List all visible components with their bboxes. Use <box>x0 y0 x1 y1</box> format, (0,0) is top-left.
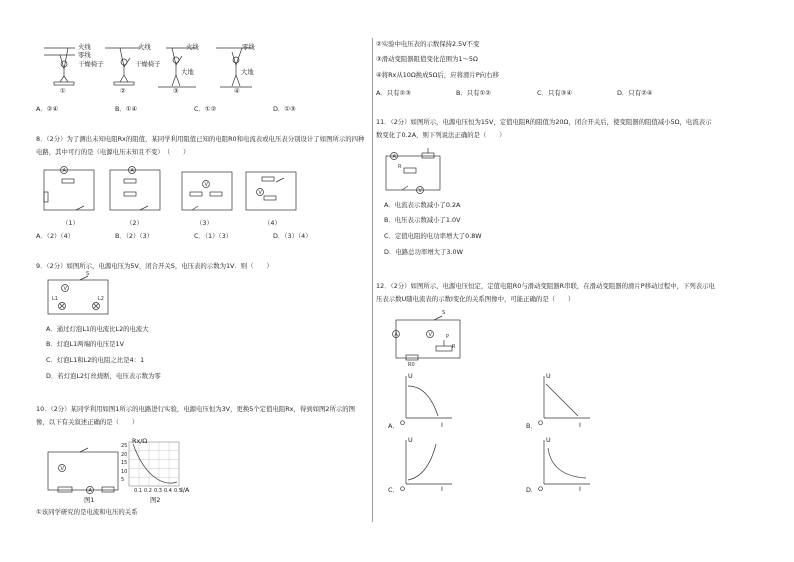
fig-num-4: ④ <box>234 87 240 95</box>
statement-3: ③滑动变阻器阻值变化范围为1～5Ω <box>376 55 478 63</box>
q12-d-origin: O <box>538 485 544 493</box>
q11-choice-a[interactable]: A．电流表示数减小了0.2A <box>384 201 461 209</box>
q8-text: 8．（2分）为了测出未知电阻Rx的阻值，某同学利用阻值已知的电阻R0和电流表或电压表分别设计了如图所示的四种电路，其中可行的是（电源电压未知且不变） （ ） <box>36 135 365 156</box>
q12-option-a[interactable]: A． <box>388 422 399 430</box>
label-fire-line-3: 火线 <box>186 43 199 51</box>
label-earth-3: 大地 <box>181 68 194 76</box>
q8-circuits <box>40 168 300 218</box>
svg-text:R: R <box>452 344 456 350</box>
q12-graph-a <box>396 372 456 422</box>
top-option-d[interactable]: D．①③ <box>273 105 296 113</box>
q11-circuit <box>380 152 450 194</box>
q12-b-origin: O <box>538 419 544 427</box>
column-divider <box>372 38 373 522</box>
q10-y-tick: 20 <box>121 451 128 458</box>
q10-option-b[interactable]: B．只有①② <box>456 89 492 97</box>
q12-graph-d <box>534 436 594 488</box>
svg-text:V: V <box>204 182 208 188</box>
svg-text:S: S <box>442 310 446 316</box>
q12-c-axis-i: I <box>441 485 443 493</box>
q8-option-d[interactable]: D．（3）（4） <box>273 232 312 240</box>
q8-caption-1: （1） <box>62 219 79 227</box>
label-fire-line-2: 火线 <box>138 43 151 51</box>
svg-text:A: A <box>130 168 134 174</box>
label-neutral-line-4: 零线 <box>242 43 255 51</box>
svg-text:P: P <box>446 334 450 340</box>
label-fire-line-1: 火线 <box>78 43 91 51</box>
q10-y-tick: 25 <box>121 443 128 449</box>
svg-text:L1: L1 <box>52 296 58 302</box>
q12-a-axis-u: U <box>408 372 413 380</box>
q8-option-b[interactable]: B．（2）（3） <box>115 232 154 240</box>
q8-caption-4: （4） <box>264 219 281 227</box>
q9-choice-c[interactable]: C．灯泡L1和L2的电阻之比是4：1 <box>46 356 145 364</box>
q10-y-tick: 10 <box>121 468 128 475</box>
svg-text:A: A <box>394 332 398 338</box>
label-neutral-line-1: 零线 <box>78 51 91 59</box>
label-dry-chair-2: 干燥椅子 <box>135 60 161 68</box>
q12-a-origin: O <box>400 419 406 427</box>
q12-d-axis-i: I <box>579 485 581 493</box>
q9-text: 9．（2分）如图所示，电源电压为5V，闭合开关S，电压表的示数为1V．则（ ） <box>36 262 273 270</box>
q11-text: 11．（2分）如图所示，电源电压恒为15V，定值电阻R的阻值为20Ω，闭合开关后，使变阻器的阻值减小5Ω，电流表示数变化了0.2A，则下列说法正确的是（ ） <box>376 118 712 139</box>
fig1-label: 图1 <box>84 496 95 504</box>
q8-option-a[interactable]: A．（2）（4） <box>36 232 75 240</box>
svg-text:S: S <box>86 271 90 277</box>
q11-choice-c[interactable]: C．定值电阻的电功率增大了0.8W <box>384 232 482 240</box>
q10-x-tick: 0.2 <box>144 488 152 494</box>
q10-text: 10．（2分）某同学利用如图1所示的电路进行实验，电源电压恒为3V，更换5个定值电阻Rx，得到如图2所示的图像，以下有关叙述正确的是（ ） <box>36 405 356 426</box>
svg-text:R0: R0 <box>408 362 415 368</box>
svg-text:A: A <box>392 154 396 160</box>
q10-circuit <box>46 448 126 498</box>
svg-text:V: V <box>60 466 64 472</box>
q10-option-a[interactable]: A．只有②③ <box>376 89 412 97</box>
q12-text: 12．（2分）如图所示，电源电压恒定，定值电阻R0与滑动变阻器R串联，在滑动变阻器的滑片P移动过程中，下列表示电压表示数U随电流表的示数I变化的关系图像中，可能正确的是（ ） <box>376 282 715 303</box>
q10-y-tick: 5 <box>121 477 125 484</box>
q10-x-tick: 0.4 <box>164 488 172 494</box>
q9-choice-d[interactable]: D．若灯泡L2灯丝烧断，电压表示数为零 <box>46 372 161 380</box>
q10-x-tick: 0.3 <box>154 488 162 494</box>
q12-graph-b <box>534 372 594 422</box>
statement-4: ④将Rx从10Ω换成5Ω后，应将滑片P向右移 <box>376 71 499 79</box>
label-earth-4: 大地 <box>241 68 254 76</box>
q10-x-tick: 0.1 <box>134 488 142 494</box>
svg-text:V: V <box>428 332 432 338</box>
fig2-label: 图2 <box>150 496 161 504</box>
top-option-b[interactable]: B．①④ <box>115 105 138 113</box>
q10-option-c[interactable]: C．只有③④ <box>537 89 573 97</box>
q12-d-axis-u: U <box>546 436 551 444</box>
q10-y-tick: 15 <box>121 460 128 467</box>
q12-circuit <box>390 310 470 368</box>
q10-statement-1: ①该同学研究的是电流和电压的关系 <box>36 508 138 516</box>
q12-graph-c <box>396 436 456 488</box>
top-option-a[interactable]: A．②④ <box>36 105 59 113</box>
fig-num-3: ③ <box>173 87 179 95</box>
fig-num-1: ① <box>60 87 66 95</box>
q12-option-d[interactable]: D． <box>526 486 538 494</box>
q10-x-tick: 0.5 <box>174 488 182 494</box>
q12-option-c[interactable]: C． <box>388 486 399 494</box>
svg-text:V: V <box>63 286 67 292</box>
fig-num-2: ② <box>120 87 126 95</box>
label-dry-chair-1: 干燥椅子 <box>78 60 104 68</box>
q10-option-d[interactable]: D．只有②④ <box>617 89 653 97</box>
top-option-c[interactable]: C．①② <box>194 105 217 113</box>
svg-text:L2: L2 <box>98 296 104 302</box>
q11-choice-d[interactable]: D．电路总功率增大了3.0W <box>384 248 463 256</box>
svg-text:R: R <box>398 164 402 170</box>
q12-option-b[interactable]: B． <box>526 422 537 430</box>
q11-choice-b[interactable]: B．电压表示数减小了1.0V <box>384 216 461 224</box>
q12-b-axis-i: I <box>579 421 581 429</box>
svg-text:A: A <box>88 488 92 494</box>
svg-text:V: V <box>258 190 262 196</box>
q10-graph-xlabel: I/A <box>181 486 190 494</box>
q8-option-c[interactable]: C．（1）（3） <box>194 232 233 240</box>
q10-graph-ylabel: Rx/Ω <box>132 437 148 445</box>
q12-c-origin: O <box>400 485 406 493</box>
svg-text:V: V <box>418 188 422 194</box>
q9-choice-a[interactable]: A．通过灯泡L1的电流比L2的电流大 <box>46 325 149 333</box>
q9-circuit <box>40 271 120 318</box>
q12-c-axis-u: U <box>408 436 413 444</box>
q8-caption-3: （3） <box>196 219 213 227</box>
q9-choice-b[interactable]: B．灯泡L1两端的电压是1V <box>46 340 124 348</box>
statement-2: ②实验中电压表的示数保持2.5V不变 <box>376 40 480 48</box>
q12-b-axis-u: U <box>546 372 551 380</box>
q12-a-axis-i: I <box>441 421 443 429</box>
svg-text:A: A <box>62 168 66 174</box>
q8-caption-2: （2） <box>126 219 143 227</box>
